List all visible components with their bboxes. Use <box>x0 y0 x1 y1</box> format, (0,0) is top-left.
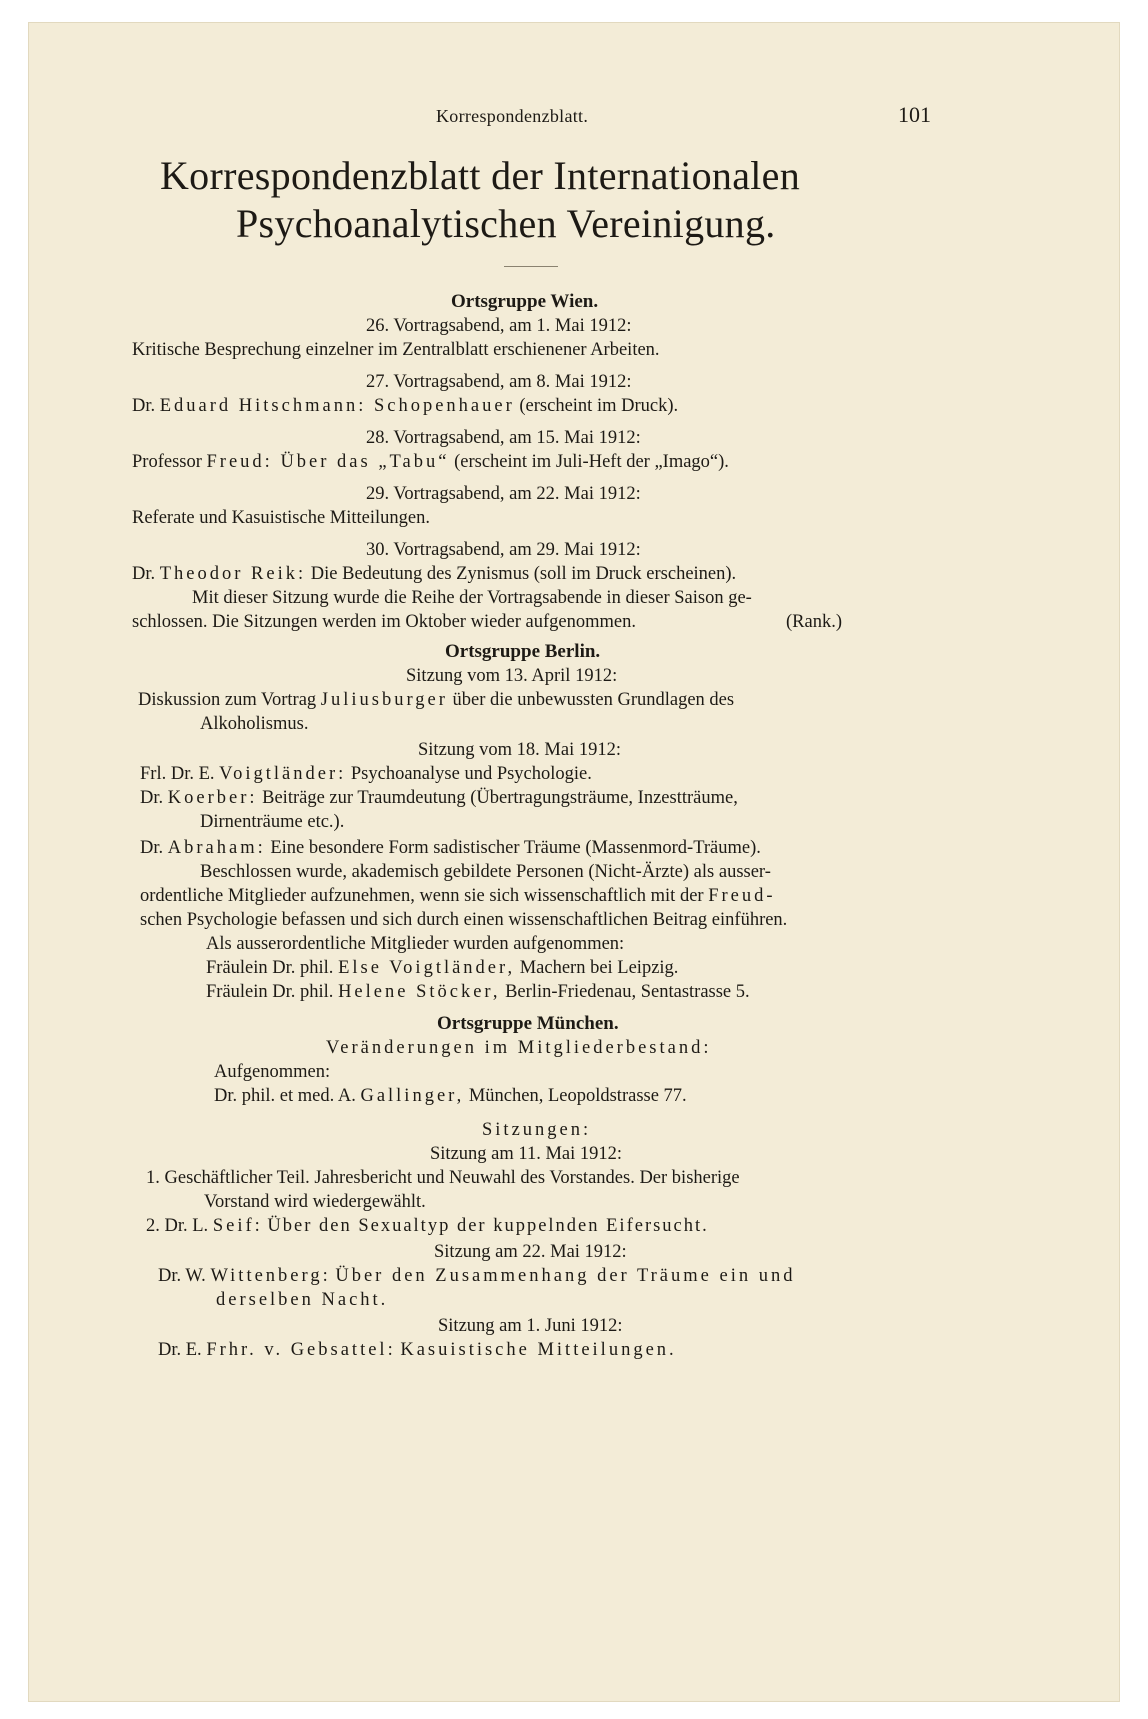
author-name: Koerber: <box>167 788 258 808</box>
session-date: Sitzung am 11. Mai 1912: <box>430 1144 623 1164</box>
session-date: Sitzung am 1. Juni 1912: <box>438 1316 623 1336</box>
author-name: Helene Stöcker, <box>338 982 501 1002</box>
member-entry: Fräulein Dr. phil. Else Voigtländer, Machern bei Leipzig. <box>206 958 679 978</box>
author-name: Freud- <box>708 886 776 906</box>
entry-text: Dr. Abraham: Eine besondere Form sadistischer Träume (Massenmord-Träume). <box>140 838 761 858</box>
entry-text: Kritische Besprechung einzelner im Zentralblatt erschienener Arbeiten. <box>132 340 660 360</box>
member-entry: Dr. phil. et med. A. Gallinger, München, Leopoldstrasse 77. <box>214 1086 687 1106</box>
title-divider <box>504 266 558 267</box>
entry-text: Dr. Eduard Hitschmann: Schopenhauer (erscheint im Druck). <box>132 396 679 416</box>
running-title: Korrespondenzblatt. <box>436 106 589 126</box>
entry-text: Aufgenommen: <box>214 1062 331 1082</box>
paragraph-line: Mit dieser Sitzung wurde die Reihe der Vortragsabende in dieser Saison ge- <box>192 588 752 608</box>
section-heading-muenchen: Ortsgruppe München. <box>437 1013 619 1034</box>
subheading: Sitzungen: <box>482 1120 592 1140</box>
author-name: Else Voigtländer, <box>338 958 516 978</box>
paragraph-line: schlossen. Die Sitzungen werden im Oktober wieder aufgenommen. <box>132 612 636 632</box>
entry-text: Professor Freud: Über das „Tabu“ (erscheint im Juli-Heft der „Imago“). <box>132 452 729 472</box>
author-name: Juliusburger <box>320 690 448 710</box>
session-date: Sitzung vom 13. April 1912: <box>406 666 618 686</box>
entry-text: 2. Dr. L. Seif: Über den Sexualtyp der kuppelnden Eifersucht. <box>146 1216 709 1236</box>
entry-text: derselben Nacht. <box>216 1290 389 1310</box>
entry-date: 28. Vortragsabend, am 15. Mai 1912: <box>366 428 641 448</box>
paragraph-line: Beschlossen wurde, akademisch gebildete Personen (Nicht-Ärzte) als ausser- <box>200 862 771 882</box>
author-name: Frhr. v. Gebsattel: <box>206 1340 396 1360</box>
entry-text: Dr. Koerber: Beiträge zur Traumdeutung (Übertragungsträume, Inzestträume, <box>140 788 738 808</box>
page-title-line2: Psychoanalytischen Vereinigung. <box>236 201 776 246</box>
member-entry: Fräulein Dr. phil. Helene Stöcker, Berlin-Friedenau, Sentastrasse 5. <box>206 982 750 1002</box>
entry-date: 26. Vortragsabend, am 1. Mai 1912: <box>366 316 632 336</box>
author-name: Abraham: <box>167 838 266 858</box>
paragraph-line: Als ausserordentliche Mitglieder wurden aufgenommen: <box>206 934 625 954</box>
entry-text: Vorstand wird wiedergewählt. <box>204 1192 426 1212</box>
entry-date: 30. Vortragsabend, am 29. Mai 1912: <box>366 540 641 560</box>
entry-text: Dr. Theodor Reik: Die Bedeutung des Zynismus (soll im Druck erscheinen). <box>132 564 737 584</box>
subheading: Veränderungen im Mitgliederbestand: <box>326 1038 712 1058</box>
entry-text: Alkoholismus. <box>200 714 309 734</box>
author-name: Voigtländer: <box>219 764 347 784</box>
entry-text: Diskussion zum Vortrag Juliusburger über die unbewussten Grundlagen des <box>138 690 735 710</box>
paragraph-line: schen Psychologie befassen und sich durch einen wissenschaftlichen Beitrag einführen. <box>140 910 788 930</box>
entry-text: Dirnenträume etc.). <box>200 812 345 832</box>
session-date: Sitzung am 22. Mai 1912: <box>434 1242 627 1262</box>
entry-date: 29. Vortragsabend, am 22. Mai 1912: <box>366 484 641 504</box>
section-heading-berlin: Ortsgruppe Berlin. <box>445 641 601 662</box>
session-date: Sitzung vom 18. Mai 1912: <box>418 740 621 760</box>
signature: (Rank.) <box>786 612 842 632</box>
section-heading-wien: Ortsgruppe Wien. <box>451 291 599 312</box>
entry-text: 1. Geschäftlicher Teil. Jahresbericht und Neuwahl des Vorstandes. Der bisherige <box>146 1168 740 1188</box>
author-name: Freud: Über das „Tabu“ <box>206 452 450 472</box>
paragraph-line: ordentliche Mitglieder aufzunehmen, wenn sie sich wissenschaftlich mit der Freud- <box>140 886 776 906</box>
entry-date: 27. Vortragsabend, am 8. Mai 1912: <box>366 372 632 392</box>
entry-text: Dr. W. Wittenberg: Über den Zusammenhang der Träume ein und <box>158 1266 796 1286</box>
page-number: 101 <box>898 102 931 127</box>
entry-text: Referate und Kasuistische Mitteilungen. <box>132 508 430 528</box>
author-name: Gallinger, <box>360 1086 465 1106</box>
author-name: Seif: <box>212 1216 263 1236</box>
author-name: Eduard Hitschmann: Schopenhauer <box>159 396 515 416</box>
entry-text: Dr. E. Frhr. v. Gebsattel: Kasuistische Mitteilungen. <box>158 1340 677 1360</box>
author-name: Wittenberg: <box>210 1266 331 1286</box>
entry-text: Frl. Dr. E. Voigtländer: Psychoanalyse und Psychologie. <box>140 764 592 784</box>
page-title-line1: Korrespondenzblatt der Internationalen <box>160 153 801 198</box>
author-name: Theodor Reik: <box>159 564 307 584</box>
